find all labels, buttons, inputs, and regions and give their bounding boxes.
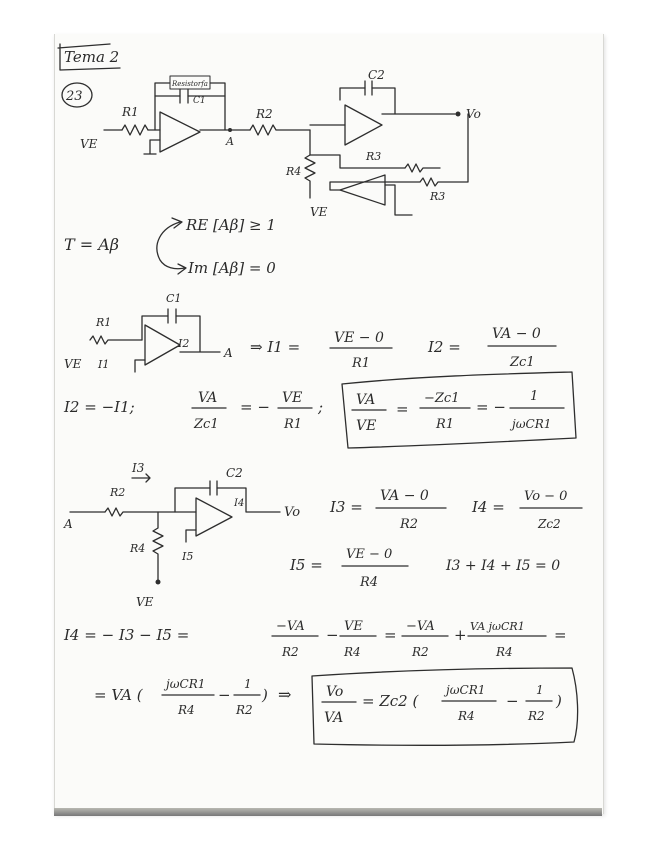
ground-stage2 [186,530,196,542]
feedback-c1 [155,96,225,130]
problem-number: 23 [66,89,83,104]
brace-curve [157,222,185,269]
stage2-circuit [63,461,300,609]
t-expression: T = Aβ [64,235,120,254]
label-r1: R1 [122,105,139,119]
node-a [228,128,232,132]
opamp-2 [345,105,382,145]
eq-i4-lhs: I4 = [472,498,505,516]
deriv1-end: = [554,626,567,644]
deriv2-f1-num: jωCR1 [166,677,206,691]
stage1-label-i2: I2 [178,337,190,350]
final-eq: = Zc2 ( [362,692,419,710]
label-c2: C2 [368,68,385,82]
header-title: Tema 2 [64,48,120,66]
deriv1-op2: = [384,626,397,644]
resistor-r1 [122,125,148,135]
boxed1-eq2: = − [476,398,506,416]
resistor-r2 [250,125,310,135]
eq-i5-lhs: I5 = [290,556,323,574]
capacitor-c2-stage2 [210,481,217,495]
deriv1-f4-den: R4 [496,645,513,659]
resistor-r2-stage2 [105,508,196,516]
eq-rel-lhs: I2 = −I1; [64,398,135,416]
final-f1-den: R4 [458,709,475,723]
deriv2-arrow: ⇒ [278,685,292,704]
label-ve: VE [80,137,98,151]
deriv1-f3-num: −VA [406,619,435,634]
label-r4: R4 [286,165,302,178]
deriv2-close: ) [262,686,268,704]
eq-i2-den: Zc1 [510,355,535,370]
boxed-result-final [312,668,578,745]
eq-i2-lhs: I2 = [428,338,461,356]
eq-i5-num: VE − 0 [346,547,393,562]
opamp-3 [340,175,385,205]
deriv1-f1-num: −VA [276,619,305,634]
stage1-label-i1: I1 [98,358,110,371]
stage1-label-r1: R1 [96,316,112,329]
stage1-label-a: A [224,346,233,360]
capacitor-c2 [365,81,372,95]
deriv2-lhs: = VA ( [94,686,143,704]
deriv1-f3-den: R2 [412,645,429,659]
eq-i5-den: R4 [360,575,379,590]
eq-i3-num: VA − 0 [380,488,429,504]
label-r3-top: R3 [366,150,382,163]
deriv1-op3: + [454,626,467,644]
deriv1-f2-num: VE [344,619,363,634]
deriv1-f4-num: VA jωCR1 [470,620,525,633]
eq-i3-den: R2 [400,517,419,532]
deriv2-op: − [218,686,231,704]
stage1-label-ve: VE [64,357,82,371]
wire-opamp-2-input [310,125,345,155]
resistor-r3-top [405,164,440,172]
boxed1-f2-num: 1 [530,389,539,404]
boxed1-f2-den: jωCR1 [512,417,552,431]
stage1-circuit [64,292,233,372]
feedback-c2-stage2 [175,488,280,512]
deriv1-lhs: I4 = − I3 − I5 = [64,626,190,644]
label-r3-bottom: R3 [430,190,446,203]
eq-rel-f1-den: Zc1 [194,417,219,432]
opamp-stage1 [145,325,180,365]
eq-i2-num: VA − 0 [492,326,541,342]
output-terminal [456,112,461,117]
eq-i4-den: Zc2 [538,517,561,531]
capacitor-c1 [180,89,188,103]
wire-r3-top [310,155,405,168]
eq-i1-den: R1 [352,356,371,371]
deriv2-f2-den: R2 [236,703,253,717]
label-a: A [226,135,234,148]
resistor-r3-bottom [330,114,468,190]
deriv1-op1: − [326,626,339,644]
main-circuit-diagram [80,68,481,219]
final-close: ) [556,692,562,710]
eq-rel-f2-den: R1 [284,417,303,432]
stage2-label-i3: I3 [132,461,145,475]
eq-kcl: I3 + I4 + I5 = 0 [446,558,561,574]
boxed1-f1-num: −Zc1 [424,391,460,406]
final-f2-den: R2 [528,709,545,723]
label-vo: Vo [466,107,481,121]
eq-rel-f2-num: VE [282,390,303,406]
boxed1-num: VA [356,392,376,408]
eq-rel-mid: = − [240,398,270,416]
ground-stage1 [135,360,145,372]
eq-i1-num: VE − 0 [334,330,384,346]
stage2-label-i5: I5 [182,550,194,563]
label-c1: C1 [193,96,206,106]
deriv2-f1-den: R4 [178,703,195,717]
resistor-r4 [305,155,315,198]
ground-opamp-1 [144,140,160,154]
resistor-r1-stage1 [90,336,142,344]
capacitor-c1-stage1 [168,309,176,323]
ground-opamp-3 [385,185,412,215]
eq-rel-end: ; [318,398,324,416]
feedback-box-label: Resistorfa [172,80,208,88]
stage2-label-a: A [64,517,73,531]
condition-imag: Im [Aβ] = 0 [188,259,276,277]
final-f1-num: jωCR1 [446,683,486,697]
deriv2-f2-num: 1 [244,677,252,691]
eq-i3-lhs: I3 = [330,498,363,516]
deriv1-f1-den: R2 [282,645,299,659]
label-r2: R2 [256,107,273,121]
final-op: − [506,692,519,710]
arrow-i3 [132,474,150,482]
stage2-label-i4: I4 [234,498,245,509]
condition-real: RE [Aβ] ≥ 1 [186,216,276,234]
ve-terminal [156,580,161,585]
eq-i1-lhs: ⇒ I1 = [250,338,301,356]
eq-i4-num: Vo − 0 [524,489,568,504]
opamp-1 [160,112,200,152]
stage2-label-vo: Vo [284,505,301,520]
stage2-label-r2: R2 [110,486,126,499]
feedback-c2 [340,88,395,114]
final-num: Vo [326,684,344,700]
opamp-stage2 [196,498,232,536]
resistor-r4-stage2 [153,512,163,582]
deriv1-f2-den: R4 [344,645,361,659]
stage1-label-c1: C1 [166,292,182,305]
eq-rel-f1-num: VA [198,390,218,406]
stage2-label-c2: C2 [226,466,243,480]
label-ve-bottom: VE [310,205,328,219]
stage2-label-ve: VE [136,595,154,609]
stage2-label-r4: R4 [130,542,146,555]
boxed1-eq: = [396,400,409,418]
final-den: VA [324,710,344,726]
boxed1-f1-den: R1 [436,417,455,432]
final-f2-num: 1 [536,683,544,697]
boxed1-den: VE [356,418,377,434]
